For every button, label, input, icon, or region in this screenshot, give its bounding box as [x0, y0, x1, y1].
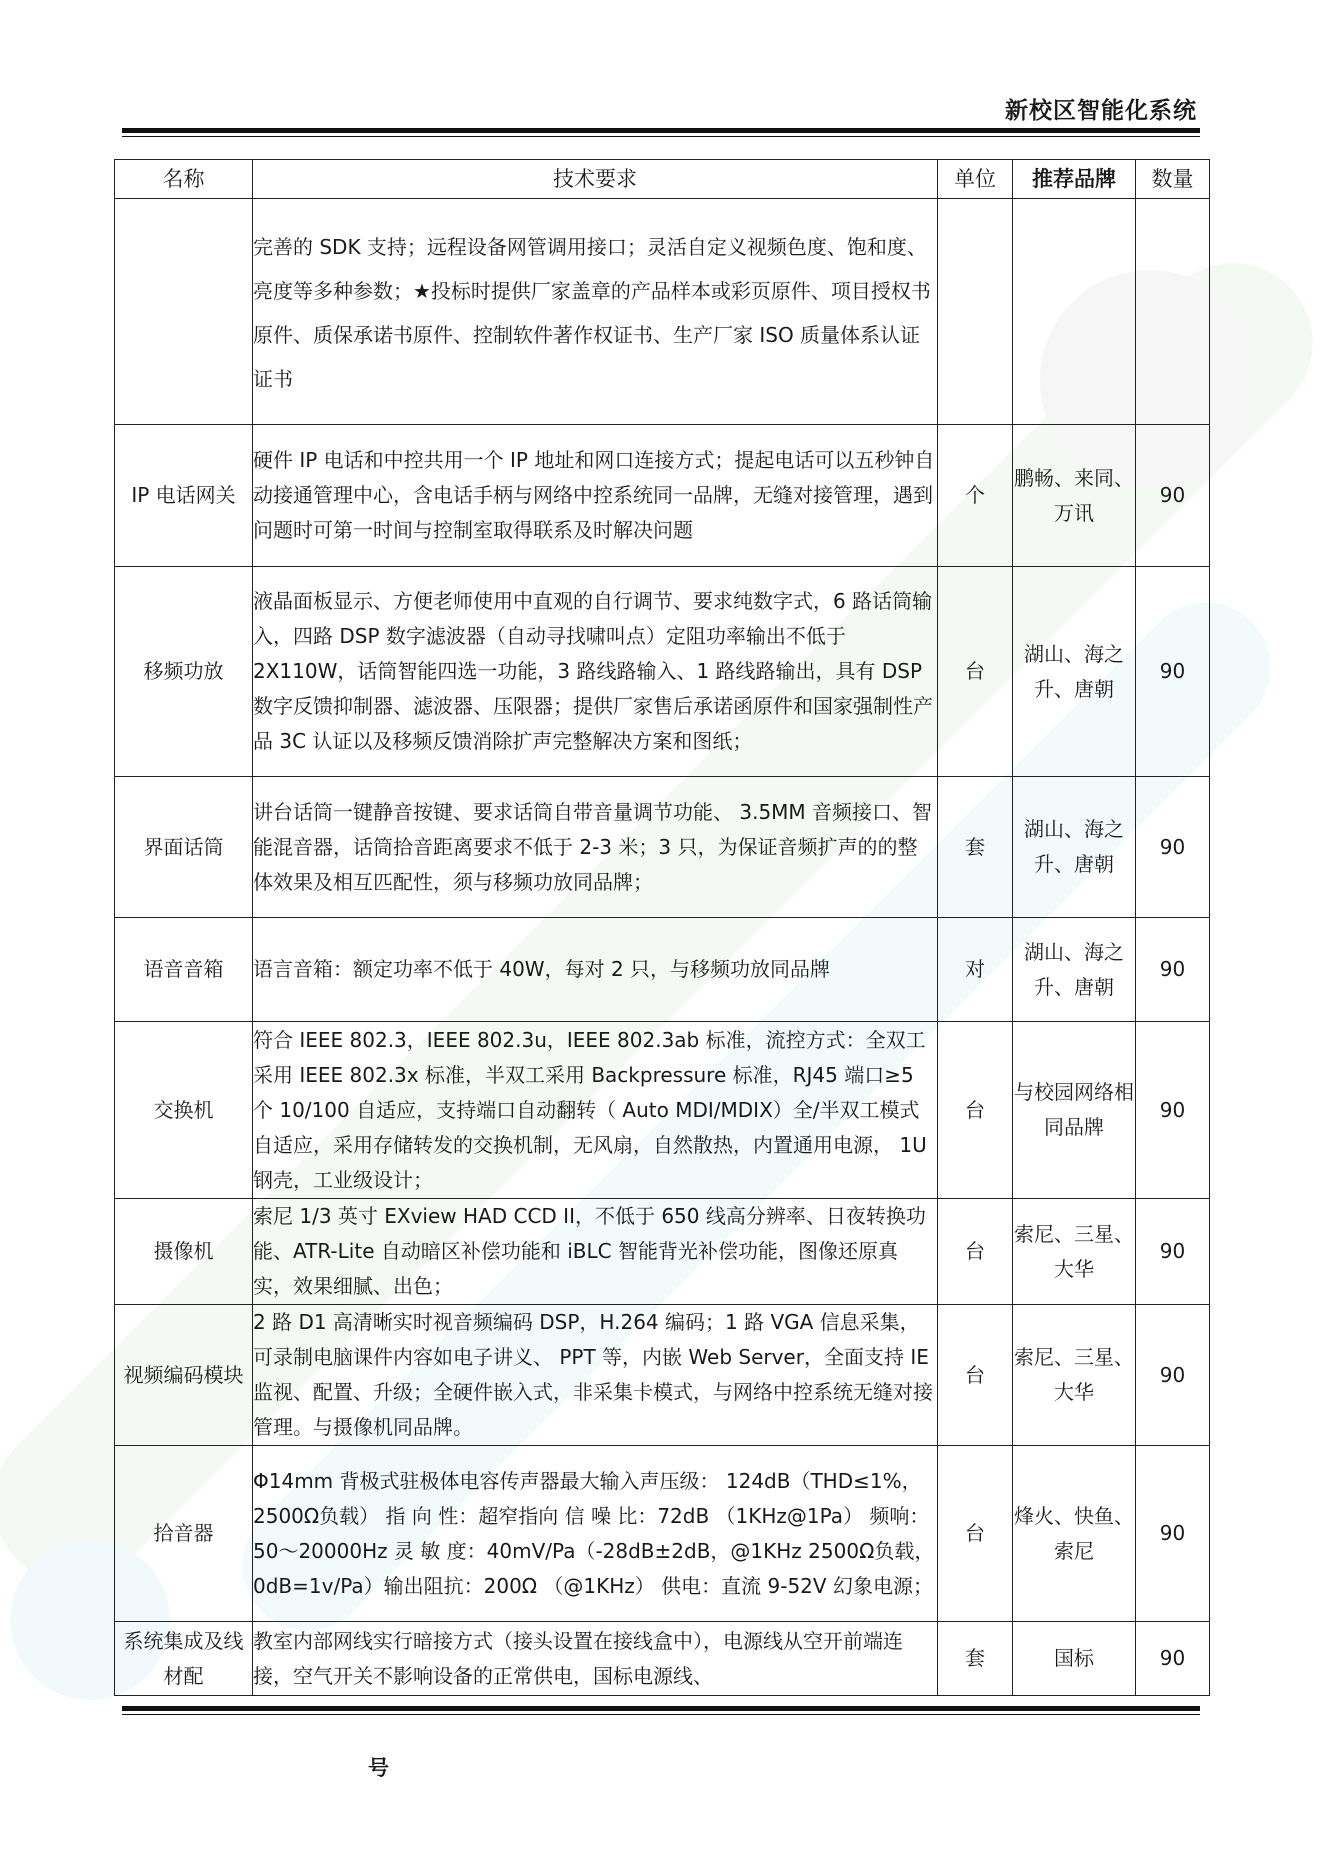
row-brand: 索尼、三星、大华 [1013, 1305, 1136, 1446]
row-tech: 硬件 IP 电话和中控共用一个 IP 地址和网口连接方式；提起电话可以五秒钟自动接通管理中心，含电话手柄与网络中控系统同一品牌，无缝对接管理，遇到问题时可第一时间与控制室取得联系及时解决问题 [253, 425, 938, 567]
row-unit: 套 [938, 1622, 1013, 1696]
table-row [115, 1199, 1210, 1305]
row-tech: 教室内部网线实行暗接方式（接头设置在接线盒中），电源线从空开前端连接，空气开关不影响设备的正常供电，国标电源线、 [253, 1622, 938, 1696]
row-qty: 90 [1136, 567, 1210, 777]
row-name: 摄像机 [115, 1199, 253, 1305]
table-row [115, 777, 1210, 918]
row-qty: 90 [1136, 1022, 1210, 1199]
row-unit: 台 [938, 1022, 1013, 1199]
row-brand: 烽火、快鱼、索尼 [1013, 1446, 1136, 1622]
table-row [115, 1305, 1210, 1446]
row-qty [1136, 199, 1210, 425]
document-header-title: 新校区智能化系统 [1005, 98, 1197, 124]
row-name: 拾音器 [115, 1446, 253, 1622]
row-unit: 套 [938, 777, 1013, 918]
row-tech: Φ14mm 背极式驻极体电容传声器最大输入声压级： 124dB（THD≤1%，2500Ω负载） 指 向 性：超窄指向 信 噪 比：72dB （1KHz@1Pa） 频响：50～20000Hz 灵 敏 度：40mV/Pa（-28dB±2dB，@1KHz 2500Ω负载，0dB=1v/Pa）输出阻抗：200Ω （@1KHz） 供电：直流 9-52V 幻象电源； [253, 1446, 938, 1622]
table-row [115, 567, 1210, 777]
row-name: 交换机 [115, 1022, 253, 1199]
row-brand: 国标 [1013, 1622, 1136, 1696]
row-qty: 90 [1136, 1199, 1210, 1305]
spec-table [114, 159, 1210, 1696]
header-brand: 推荐品牌 [1013, 160, 1136, 199]
page-number: 号 [368, 1756, 389, 1780]
row-tech: 讲台话筒一键静音按键、要求话筒自带音量调节功能、 3.5MM 音频接口、智能混音器，话筒拾音距离要求不低于 2-3 米；3 只，为保证音频扩声的的整体效果及相互匹配性，须与移频功放同品牌； [253, 777, 938, 918]
row-name: 系统集成及线材配 [115, 1622, 253, 1696]
table-header-row [115, 160, 1210, 199]
row-tech: 液晶面板显示、方便老师使用中直观的自行调节、要求纯数字式，6 路话筒输入，四路 DSP 数字滤波器（自动寻找啸叫点）定阻功率输出不低于 2X110W，话筒智能四选一功能，3 路线路输入、1 路线路输出，具有 DSP 数字反馈抑制器、滤波器、压限器；提供厂家售后承诺函原件和国家强制性产品 3C 认证以及移频反馈消除扩声完整解决方案和图纸； [253, 567, 938, 777]
header-rule [122, 128, 1200, 133]
header-unit: 单位 [938, 160, 1013, 199]
table-row [115, 425, 1210, 567]
footer-rule [122, 1706, 1200, 1711]
row-tech: 索尼 1/3 英寸 EXview HAD CCD II，不低于 650 线高分辨率、日夜转换功能、ATR-Lite 自动暗区补偿功能和 iBLC 智能背光补偿功能，图像还原真实，效果细腻、出色； [253, 1199, 938, 1305]
row-tech: 2 路 D1 高清晰实时视音频编码 DSP，H.264 编码；1 路 VGA 信息采集，可录制电脑课件内容如电子讲义、 PPT 等，内嵌 Web Server，全面支持 IE 监视、配置、升级；全硬件嵌入式，非采集卡模式，与网络中控系统无缝对接管理。与摄像机同品牌。 [253, 1305, 938, 1446]
row-name: IP 电话网关 [115, 425, 253, 567]
header-rule-thin [122, 136, 1200, 137]
row-name [115, 199, 253, 425]
row-brand: 鹏畅、来同、万讯 [1013, 425, 1136, 567]
row-brand [1013, 199, 1136, 425]
row-brand: 湖山、海之升、唐朝 [1013, 777, 1136, 918]
header-name: 名称 [115, 160, 253, 199]
table-row [115, 1622, 1210, 1696]
table-row [115, 1446, 1210, 1622]
header-tech: 技术要求 [253, 160, 938, 199]
row-unit: 台 [938, 1446, 1013, 1622]
row-name: 视频编码模块 [115, 1305, 253, 1446]
row-brand: 湖山、海之升、唐朝 [1013, 918, 1136, 1022]
header-qty: 数量 [1136, 160, 1210, 199]
table-row [115, 199, 1210, 425]
row-tech: 符合 IEEE 802.3，IEEE 802.3u，IEEE 802.3ab 标准，流控方式：全双工采用 IEEE 802.3x 标准，半双工采用 Backpressure 标准，RJ45 端口≥5 个 10/100 自适应，支持端口自动翻转（ Auto MDI/MDIX）全/半双工模式自适应，采用存储转发的交换机制，无风扇，自然散热，内置通用电源， 1U 钢壳，工业级设计； [253, 1022, 938, 1199]
row-tech: 完善的 SDK 支持；远程设备网管调用接口；灵活自定义视频色度、饱和度、亮度等多种参数；★投标时提供厂家盖章的产品样本或彩页原件、项目授权书原件、质保承诺书原件、控制软件著作权证书、生产厂家 ISO 质量体系认证证书 [253, 199, 938, 425]
row-unit: 台 [938, 1199, 1013, 1305]
row-brand: 与校园网络相同品牌 [1013, 1022, 1136, 1199]
row-name: 移频功放 [115, 567, 253, 777]
row-qty: 90 [1136, 1446, 1210, 1622]
table-row [115, 1022, 1210, 1199]
row-unit [938, 199, 1013, 425]
row-unit: 台 [938, 567, 1013, 777]
row-unit: 对 [938, 918, 1013, 1022]
row-name: 语音音箱 [115, 918, 253, 1022]
row-qty: 90 [1136, 777, 1210, 918]
row-qty: 90 [1136, 918, 1210, 1022]
row-brand: 湖山、海之升、唐朝 [1013, 567, 1136, 777]
row-qty: 90 [1136, 425, 1210, 567]
row-unit: 个 [938, 425, 1013, 567]
table-row [115, 918, 1210, 1022]
row-qty: 90 [1136, 1622, 1210, 1696]
row-name: 界面话筒 [115, 777, 253, 918]
row-tech: 语言音箱：额定功率不低于 40W，每对 2 只，与移频功放同品牌 [253, 918, 938, 1022]
footer-rule-thin [122, 1714, 1200, 1715]
row-qty: 90 [1136, 1305, 1210, 1446]
row-brand: 索尼、三星、大华 [1013, 1199, 1136, 1305]
row-unit: 台 [938, 1305, 1013, 1446]
